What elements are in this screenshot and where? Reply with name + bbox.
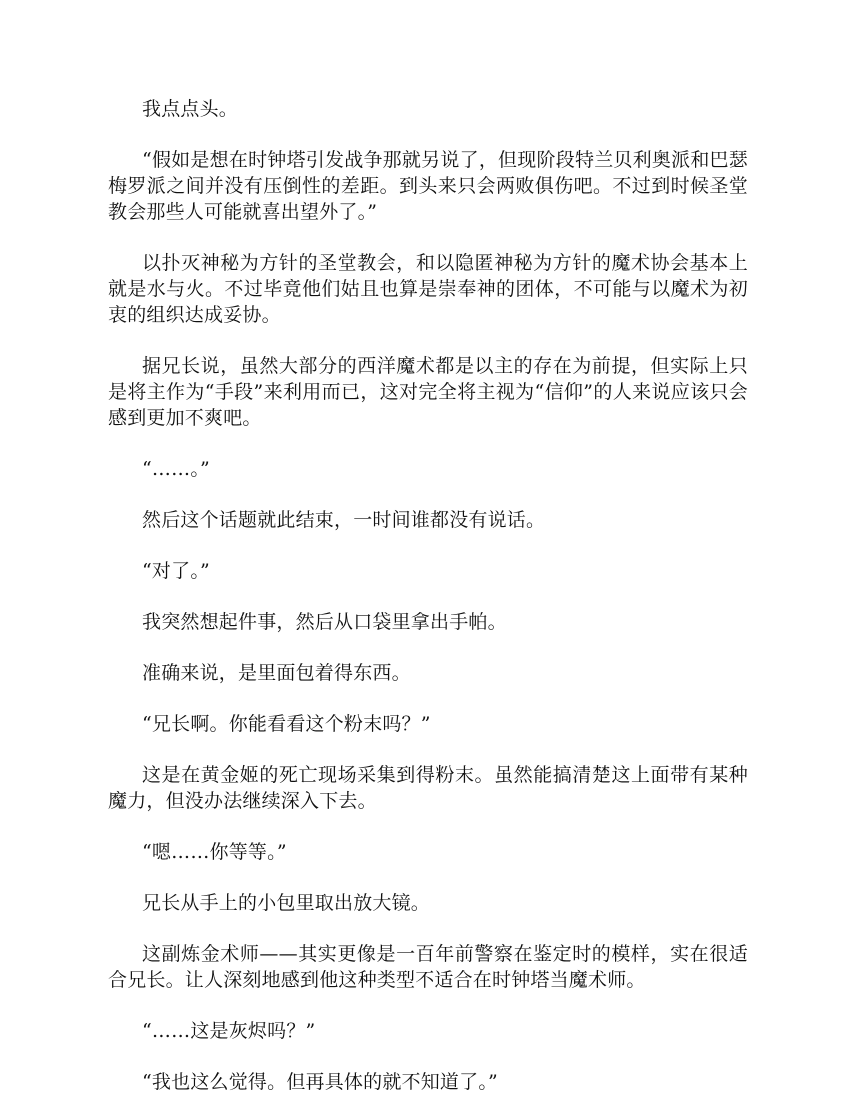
paragraph: 这是在黄金姬的死亡现场采集到得粉末。虽然能搞清楚这上面带有某种魔力，但没办法继续深入下去。 [108,764,748,812]
paragraph: “对了。” [142,560,210,582]
paragraph: “兄长啊。你能看看这个粉末吗？” [142,713,431,735]
paragraph: “我也这么觉得。但再具体的就不知道了。” [142,1071,498,1093]
paragraph: 据兄长说，虽然大部分的西洋魔术都是以主的存在为前提，但实际上只是将主作为“手段”来利用而已，这对完全将主视为“信仰”的人来说应该只会感到更加不爽吧。 [108,355,748,429]
paragraph: “……。” [142,458,210,480]
paragraph: “嗯……你等等。” [142,841,287,863]
paragraph: 这副炼金术师——其实更像是一百年前警察在鉴定时的模样，实在很适合兄长。让人深刻地感到他这种类型不适合在时钟塔当魔术师。 [108,943,748,991]
paragraph: 兄长从手上的小包里取出放大镜。 [142,892,431,914]
paragraph: 我突然想起件事，然后从口袋里拿出手帕。 [142,611,507,633]
paragraph: 以扑灭神秘为方针的圣堂教会，和以隐匿神秘为方针的魔术协会基本上就是水与火。不过毕竟他们姑且也算是崇奉神的团体，不可能与以魔术为初衷的组织达成妥协。 [108,252,748,326]
paragraph: 准确来说，是里面包着得东西。 [142,662,411,684]
paragraph: 然后这个话题就此结束，一时间谁都没有说话。 [142,509,546,531]
paragraph: 我点点头。 [142,98,239,120]
paragraph: “……这是灰烬吗？” [142,1020,316,1042]
paragraph: “假如是想在时钟塔引发战争那就另说了，但现阶段特兰贝利奥派和巴瑟梅罗派之间并没有压倒性的差距。到头来只会两败俱伤吧。不过到时候圣堂教会那些人可能就喜出望外了。” [108,149,748,223]
document-body [108,96,748,1120]
